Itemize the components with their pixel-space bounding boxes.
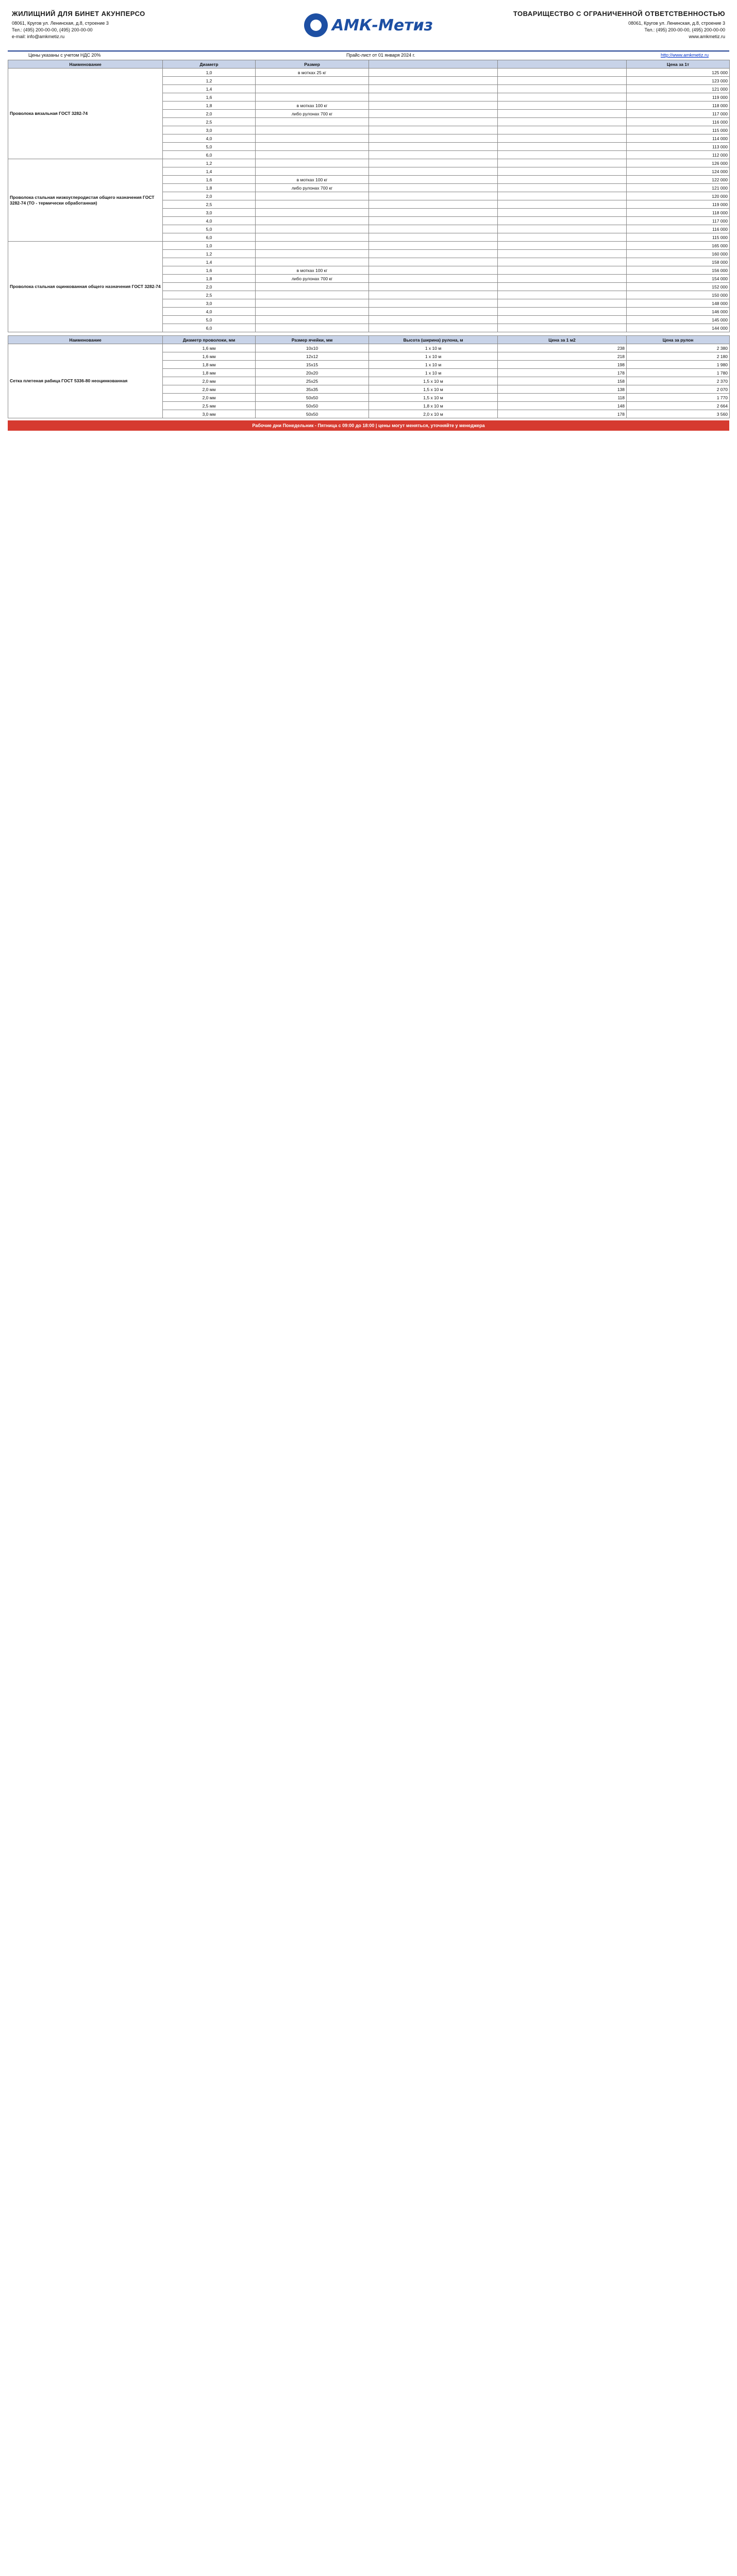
- table-cell: 2,0 мм: [163, 377, 256, 385]
- brand-name: АМК-Метиз: [331, 16, 433, 35]
- table-cell: [369, 77, 498, 85]
- table-cell: 1,4: [163, 85, 256, 93]
- header-left-line: 08061, Кругов ул. Ленинская, д.8, строение 3: [12, 21, 109, 26]
- product-name: Сетка плетеная рабица ГОСТ 5336-80 неоцинкованная: [8, 344, 163, 418]
- table-row: [8, 159, 730, 167]
- table-cell: 4,0: [163, 134, 256, 143]
- table-cell: [369, 110, 498, 118]
- table-cell: 4,0: [163, 217, 256, 225]
- table-cell: 124 000: [627, 167, 730, 176]
- table-cell: 1,5 х 10 м: [369, 377, 498, 385]
- table-cell: [369, 101, 498, 110]
- table-cell: 178: [498, 369, 627, 377]
- table-cell: [256, 316, 369, 324]
- header: [8, 0, 729, 52]
- table-cell: [369, 176, 498, 184]
- table-cell: 158: [498, 377, 627, 385]
- table-cell: в мотках 100 кг: [256, 266, 369, 275]
- table-cell: [369, 69, 498, 77]
- table-cell: 2,0 мм: [163, 385, 256, 394]
- table-cell: [256, 283, 369, 291]
- table-cell: 1,8 мм: [163, 369, 256, 377]
- table-cell: 1,5 х 10 м: [369, 394, 498, 402]
- table-cell: 1,2: [163, 77, 256, 85]
- header-right-line: 08061, Кругов ул. Ленинская, д.8, строение 3: [628, 21, 725, 26]
- table-cell: [256, 77, 369, 85]
- table-cell: 5,0: [163, 143, 256, 151]
- product-name: Проволока стальная оцинкованная общего назначения ГОСТ 3282-74: [8, 242, 163, 332]
- table-cell: [369, 217, 498, 225]
- table-cell: [256, 93, 369, 101]
- table-cell: [498, 69, 627, 77]
- table-cell: [498, 192, 627, 200]
- table-cell: [498, 151, 627, 159]
- table-cell: 121 000: [627, 184, 730, 192]
- table-cell: [369, 200, 498, 209]
- table-cell: [256, 308, 369, 316]
- table-header-row: [8, 60, 730, 69]
- table-cell: 119 000: [627, 93, 730, 101]
- table-cell: 178: [498, 410, 627, 418]
- table-cell: 2 180: [627, 352, 730, 361]
- table-cell: 122 000: [627, 176, 730, 184]
- table-cell: 1,8 мм: [163, 361, 256, 369]
- table-cell: [498, 126, 627, 134]
- table-cell: [256, 126, 369, 134]
- table-cell: 5,0: [163, 316, 256, 324]
- table-cell: 144 000: [627, 324, 730, 332]
- table-cell: [369, 258, 498, 266]
- table-cell: 50х50: [256, 402, 369, 410]
- table-cell: [498, 209, 627, 217]
- table-cell: [256, 85, 369, 93]
- table-cell: [369, 209, 498, 217]
- table-cell: [256, 151, 369, 159]
- website-link[interactable]: http://www.amkmetiz.ru: [660, 53, 709, 58]
- table-cell: 1 770: [627, 394, 730, 402]
- table-cell: [256, 258, 369, 266]
- table-cell: [256, 225, 369, 233]
- table-cell: 115 000: [627, 233, 730, 242]
- table-cell: [498, 200, 627, 209]
- table-cell: 114 000: [627, 134, 730, 143]
- table-cell: [498, 77, 627, 85]
- table-cell: [498, 316, 627, 324]
- header-left: [12, 10, 280, 40]
- table-cell: [369, 275, 498, 283]
- table-cell: 154 000: [627, 275, 730, 283]
- logo-icon: [304, 13, 328, 37]
- table-cell: [498, 167, 627, 176]
- table-cell: 2,5: [163, 291, 256, 299]
- header-right-title: ТОВАРИЩЕСТВО С ОГРАНИЧЕННОЙ ОТВЕТСТВЕННОСТЬЮ: [513, 10, 725, 18]
- vat-note: Цены указаны с учетом НДС 20%: [28, 53, 101, 58]
- table-cell: [498, 308, 627, 316]
- table-cell: [498, 250, 627, 258]
- table-cell: 152 000: [627, 283, 730, 291]
- table-cell: [498, 283, 627, 291]
- table-cell: 117 000: [627, 110, 730, 118]
- table-cell: [256, 192, 369, 200]
- column-header: Цена за рулон: [627, 336, 730, 344]
- table-cell: [369, 291, 498, 299]
- table-cell: 2,5: [163, 118, 256, 126]
- product-name: Проволока вязальная ГОСТ 3282-74: [8, 69, 163, 159]
- column-header: Диаметр: [163, 60, 256, 69]
- table-cell: 6,0: [163, 233, 256, 242]
- table-cell: 146 000: [627, 308, 730, 316]
- table-cell: [369, 167, 498, 176]
- table-cell: [369, 126, 498, 134]
- table-cell: [369, 85, 498, 93]
- table-cell: [498, 233, 627, 242]
- table-cell: 2 370: [627, 377, 730, 385]
- table-cell: 3,0: [163, 299, 256, 308]
- table-cell: 12х12: [256, 352, 369, 361]
- table-cell: 50х50: [256, 410, 369, 418]
- table-cell: 1,8: [163, 275, 256, 283]
- table-cell: 165 000: [627, 242, 730, 250]
- table-cell: 1,4: [163, 258, 256, 266]
- table-cell: 156 000: [627, 266, 730, 275]
- header-left-line: Тел.: (495) 200-00-00, (495) 200-00-00: [12, 27, 93, 32]
- table-cell: [369, 242, 498, 250]
- table-cell: [369, 143, 498, 151]
- table-cell: 145 000: [627, 316, 730, 324]
- column-header: Диаметр проволоки, мм: [163, 336, 256, 344]
- table-cell: 116 000: [627, 118, 730, 126]
- table-cell: [498, 291, 627, 299]
- table-cell: 120 000: [627, 192, 730, 200]
- table-cell: 3,0 мм: [163, 410, 256, 418]
- table-cell: 1,6 мм: [163, 344, 256, 352]
- column-header: Наименование: [8, 336, 163, 344]
- wire-table: [8, 60, 730, 332]
- table-cell: [498, 324, 627, 332]
- column-header: Цена за 1т: [627, 60, 730, 69]
- table-cell: 121 000: [627, 85, 730, 93]
- table-cell: 50х50: [256, 394, 369, 402]
- table-cell: либо рулонах 700 кг: [256, 110, 369, 118]
- table-cell: [369, 250, 498, 258]
- table-cell: [369, 151, 498, 159]
- table-cell: 117 000: [627, 217, 730, 225]
- table-cell: [256, 143, 369, 151]
- table-cell: [369, 324, 498, 332]
- table-cell: [256, 134, 369, 143]
- table-cell: 138: [498, 385, 627, 394]
- table-cell: [369, 225, 498, 233]
- column-header: Размер: [256, 60, 369, 69]
- table-cell: 148: [498, 402, 627, 410]
- column-header: Наименование: [8, 60, 163, 69]
- table-cell: 125 000: [627, 69, 730, 77]
- table-cell: [498, 85, 627, 93]
- table-cell: [369, 316, 498, 324]
- table-cell: [256, 242, 369, 250]
- table-cell: 198: [498, 361, 627, 369]
- wire-table-body: [8, 69, 730, 332]
- table-cell: 2,0: [163, 110, 256, 118]
- table-cell: [256, 291, 369, 299]
- table-cell: 1 х 10 м: [369, 344, 498, 352]
- column-header: Размер ячейки, мм: [256, 336, 369, 344]
- table-cell: 1,0: [163, 69, 256, 77]
- table-cell: 1 х 10 м: [369, 352, 498, 361]
- table-cell: 118: [498, 394, 627, 402]
- table-cell: 1 980: [627, 361, 730, 369]
- table-cell: [498, 275, 627, 283]
- table-cell: 1 780: [627, 369, 730, 377]
- table-cell: 123 000: [627, 77, 730, 85]
- table-cell: [498, 159, 627, 167]
- table-cell: 2 664: [627, 402, 730, 410]
- table-cell: [256, 233, 369, 242]
- header-left-line: e-mail: info@amkmetiz.ru: [12, 34, 65, 39]
- table-cell: 20х20: [256, 369, 369, 377]
- table-cell: [498, 101, 627, 110]
- table-cell: 119 000: [627, 200, 730, 209]
- table-cell: [369, 283, 498, 291]
- table-cell: 6,0: [163, 151, 256, 159]
- header-left-title: ЖИЛИЩНИЙ ДЛЯ БИНЕТ АКУНПЕРСО: [12, 10, 145, 18]
- price-list-page: [8, 0, 729, 2576]
- table-cell: в мотках 100 кг: [256, 176, 369, 184]
- table-cell: [498, 217, 627, 225]
- table-cell: 3,0: [163, 209, 256, 217]
- table-cell: 2,0: [163, 283, 256, 291]
- table-cell: [369, 118, 498, 126]
- subbar: [8, 52, 729, 60]
- table-row: [8, 344, 730, 352]
- table-cell: [256, 200, 369, 209]
- table-cell: 1,6 мм: [163, 352, 256, 361]
- table-cell: 148 000: [627, 299, 730, 308]
- table-cell: 1 х 10 м: [369, 369, 498, 377]
- table-cell: в мотках 25 кг: [256, 69, 369, 77]
- table-cell: [256, 167, 369, 176]
- table-cell: [256, 209, 369, 217]
- table-cell: [369, 192, 498, 200]
- table-cell: [498, 143, 627, 151]
- price-date: Прайс-лист от 01 января 2024 г.: [346, 53, 415, 58]
- table-cell: 2,0: [163, 192, 256, 200]
- table-cell: [369, 93, 498, 101]
- table-cell: 15х15: [256, 361, 369, 369]
- table-cell: 115 000: [627, 126, 730, 134]
- table-cell: [498, 110, 627, 118]
- table-cell: 160 000: [627, 250, 730, 258]
- table-cell: 2,5: [163, 200, 256, 209]
- table-cell: [369, 184, 498, 192]
- table-row: [8, 242, 730, 250]
- table-cell: [256, 217, 369, 225]
- table-cell: 6,0: [163, 324, 256, 332]
- table-cell: [369, 233, 498, 242]
- table-cell: [498, 93, 627, 101]
- table-cell: либо рулонах 700 кг: [256, 184, 369, 192]
- table-cell: 1,6: [163, 176, 256, 184]
- notice-band: Рабочие дни Понедельник - Пятница с 09:00 до 18:00 | цены могут меняться, уточняйте у менеджера: [8, 420, 729, 431]
- table-cell: 1,8: [163, 184, 256, 192]
- table-cell: 2 070: [627, 385, 730, 394]
- column-header: [369, 60, 498, 69]
- logo: [304, 13, 433, 37]
- table-header-row: [8, 336, 730, 344]
- table-cell: [498, 118, 627, 126]
- table-cell: 1,4: [163, 167, 256, 176]
- table-cell: 1,6: [163, 93, 256, 101]
- table-cell: 1,6: [163, 266, 256, 275]
- table-cell: [256, 118, 369, 126]
- table-cell: 2,0 мм: [163, 394, 256, 402]
- table-cell: 2,0 х 10 м: [369, 410, 498, 418]
- table-cell: 218: [498, 352, 627, 361]
- table-cell: [369, 299, 498, 308]
- table-cell: 118 000: [627, 101, 730, 110]
- table-cell: [369, 308, 498, 316]
- table-cell: в мотках 100 кг: [256, 101, 369, 110]
- table-cell: [498, 266, 627, 275]
- table-cell: 1,5 х 10 м: [369, 385, 498, 394]
- table-cell: [369, 266, 498, 275]
- mesh-table: [8, 335, 730, 418]
- column-header: [498, 60, 627, 69]
- table-cell: 3 560: [627, 410, 730, 418]
- table-cell: 1,2: [163, 159, 256, 167]
- header-right-line: www.amkmetiz.ru: [689, 34, 725, 39]
- product-name: Проволока стальная низкоуглеродистая общего назначения ГОСТ 3282-74 (ТО - термически обработанная): [8, 159, 163, 242]
- table-cell: 3,0: [163, 126, 256, 134]
- table-cell: 1,8: [163, 101, 256, 110]
- table-cell: 118 000: [627, 209, 730, 217]
- column-header: Цена за 1 м2: [498, 336, 627, 344]
- table-cell: 10х10: [256, 344, 369, 352]
- table-cell: [498, 184, 627, 192]
- table-cell: [369, 134, 498, 143]
- table-cell: [498, 299, 627, 308]
- table-cell: [498, 134, 627, 143]
- table-cell: 150 000: [627, 291, 730, 299]
- column-header: Высота (ширина) рулона, м: [369, 336, 498, 344]
- table-cell: [256, 159, 369, 167]
- header-right-line: Тел.: (495) 200-00-00, (495) 200-00-00: [644, 27, 725, 32]
- table-cell: 1,2: [163, 250, 256, 258]
- table-cell: [498, 242, 627, 250]
- table-cell: 2 380: [627, 344, 730, 352]
- table-cell: 113 000: [627, 143, 730, 151]
- table-row: [8, 69, 730, 77]
- table-cell: 25х25: [256, 377, 369, 385]
- table-cell: 2,5 мм: [163, 402, 256, 410]
- table-cell: 126 000: [627, 159, 730, 167]
- table-cell: [498, 258, 627, 266]
- table-cell: [256, 324, 369, 332]
- table-cell: [498, 176, 627, 184]
- table-cell: [498, 225, 627, 233]
- table-cell: 5,0: [163, 225, 256, 233]
- table-cell: 1,8 х 10 м: [369, 402, 498, 410]
- table-cell: либо рулонах 700 кг: [256, 275, 369, 283]
- mesh-table-body: [8, 344, 730, 418]
- table-cell: 116 000: [627, 225, 730, 233]
- table-cell: 4,0: [163, 308, 256, 316]
- table-cell: 158 000: [627, 258, 730, 266]
- table-cell: 1,0: [163, 242, 256, 250]
- table-cell: [256, 299, 369, 308]
- table-cell: 35х35: [256, 385, 369, 394]
- table-cell: 238: [498, 344, 627, 352]
- table-cell: 112 000: [627, 151, 730, 159]
- header-right: [457, 10, 725, 40]
- table-cell: [256, 250, 369, 258]
- table-cell: [369, 159, 498, 167]
- table-cell: 1 х 10 м: [369, 361, 498, 369]
